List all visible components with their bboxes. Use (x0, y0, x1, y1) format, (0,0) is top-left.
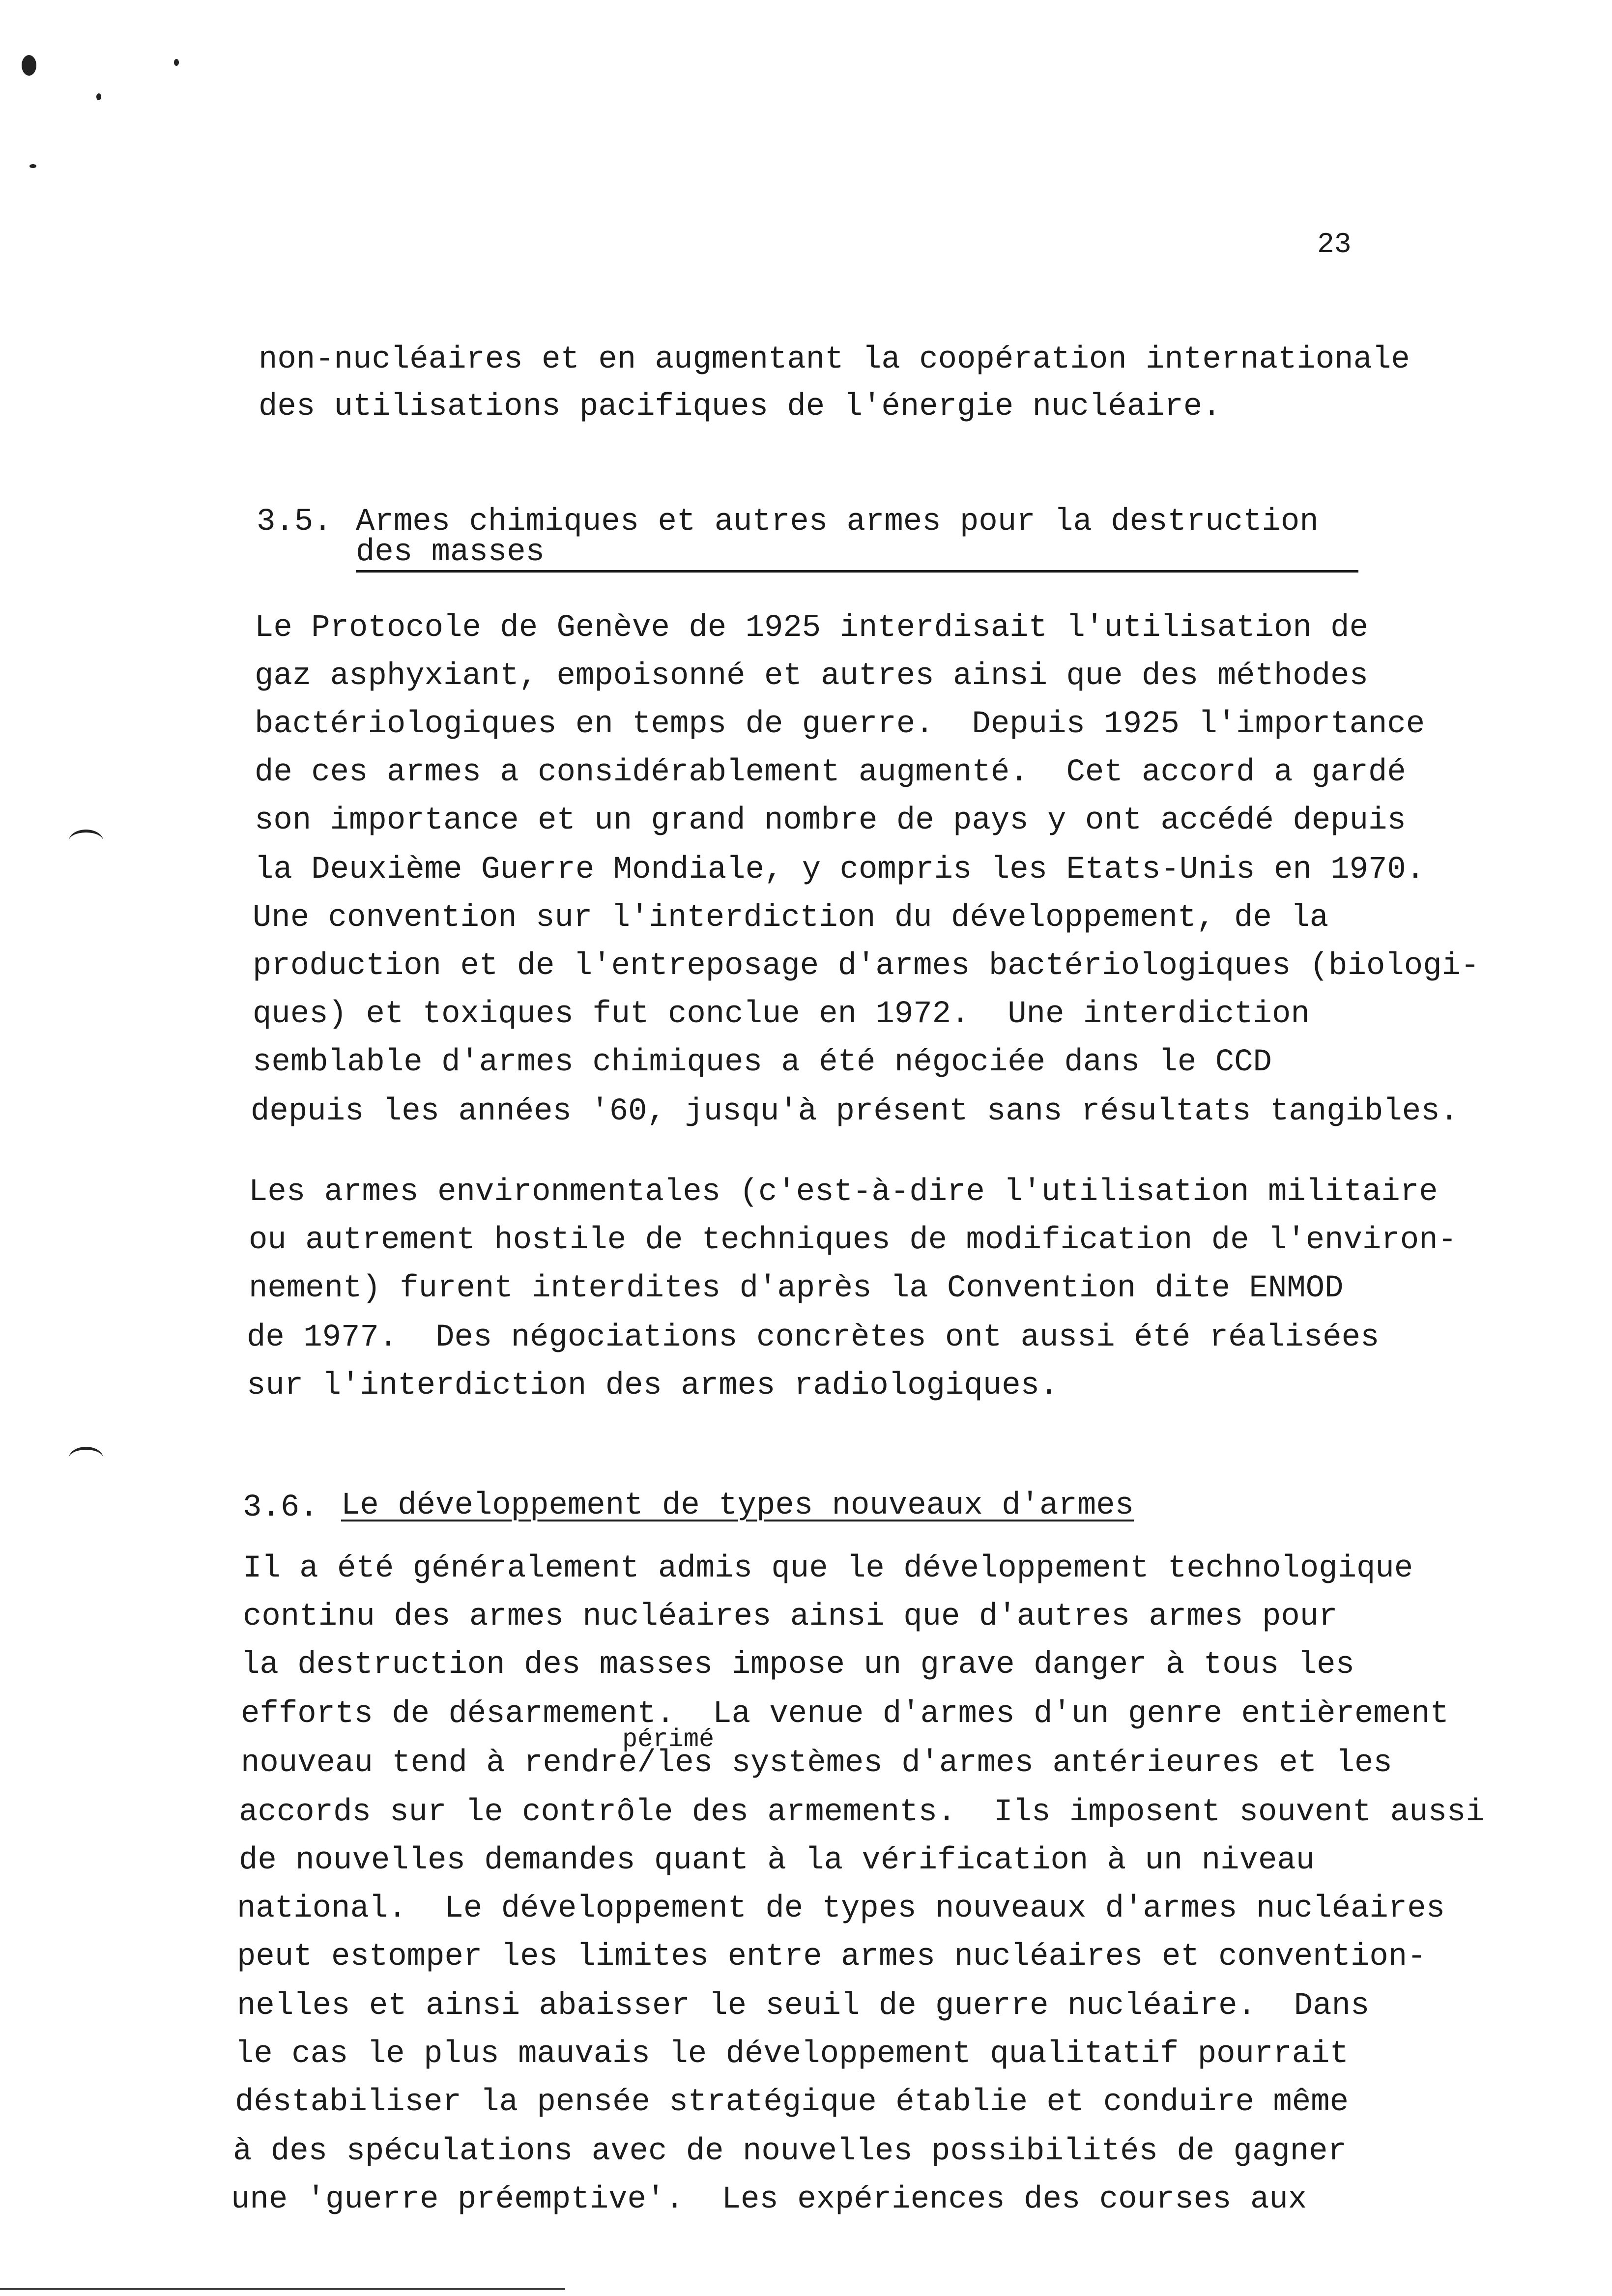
heading-underline (356, 570, 1358, 573)
text-line: Le Protocole de Genève de 1925 interdisait l'utilisation de (255, 610, 1368, 646)
text-line: Il a été généralement admis que le développement technologique (243, 1551, 1413, 1586)
text-line: national. Le développement de types nouveaux d'armes nucléaires (237, 1891, 1445, 1926)
text-line: nelles et ainsi abaisser le seuil de guerre nucléaire. Dans (237, 1988, 1370, 2024)
scan-edge-rule (0, 2288, 565, 2290)
text-line: sur l'interdiction des armes radiologiques. (247, 1368, 1059, 1404)
scan-speck (174, 59, 179, 66)
text-line: de ces armes a considérablement augmenté. Cet accord a gardé (255, 755, 1406, 790)
text-line: à des spéculations avec de nouvelles possibilités de gagner (233, 2134, 1347, 2169)
text-line: ou autrement hostile de techniques de modification de l'environ- (249, 1223, 1457, 1258)
text-line: semblable d'armes chimiques a été négociée dans le CCD (253, 1045, 1272, 1080)
section-number: 3.5. (257, 504, 332, 540)
text-line: le cas le plus mauvais le développement qualitatif pourrait (235, 2037, 1349, 2072)
text-line: une 'guerre préemptive'. Les expériences des courses aux (231, 2182, 1307, 2217)
text-line: efforts de désarmement. La venue d'armes d'un genre entièrement (241, 1696, 1449, 1732)
text-line: gaz asphyxiant, empoisonné et autres ainsi que des méthodes (255, 659, 1368, 694)
text-line: nement) furent interdites d'après la Convention dite ENMOD (249, 1271, 1344, 1306)
text-line: non-nucléaires et en augmentant la coopération internationale (259, 342, 1410, 377)
punch-hole-mark (69, 1447, 103, 1469)
section-title: des masses (356, 535, 545, 570)
scan-speck (22, 55, 36, 76)
text-line: ques) et toxiques fut conclue en 1972. Une interdiction (253, 997, 1310, 1032)
page-number: 23 (1317, 229, 1352, 261)
text-line: nouveau tend à rendre/les systèmes d'armes antérieures et les (241, 1746, 1392, 1781)
text-line: la Deuxième Guerre Mondiale, y compris les Etats-Unis en 1970. (255, 852, 1425, 888)
text-line: la destruction des masses impose un grave danger à tous les (241, 1647, 1354, 1683)
section-title: Armes chimiques et autres armes pour la destruction (356, 504, 1319, 540)
text-line: bactériologiques en temps de guerre. Depuis 1925 l'importance (255, 707, 1425, 742)
text-line: Les armes environmentales (c'est-à-dire l'utilisation militaire (249, 1175, 1438, 1210)
handwritten-insertion: périmé (622, 1725, 715, 1754)
text-line: de 1977. Des négociations concrètes ont aussi été réalisées (247, 1320, 1380, 1355)
text-line: Une convention sur l'interdiction du développement, de la (253, 900, 1329, 936)
text-line: déstabiliser la pensée stratégique établie et conduire même (235, 2085, 1349, 2120)
text-line: de nouvelles demandes quant à la vérification à un niveau (239, 1843, 1315, 1878)
text-line: production et de l'entreposage d'armes bactériologiques (biologi- (253, 948, 1480, 984)
section-number: 3.6. (243, 1490, 318, 1525)
section-title: Le développement de types nouveaux d'armes (341, 1488, 1134, 1523)
text-line: son importance et un grand nombre de pays y ont accédé depuis (255, 803, 1406, 838)
text-line: des utilisations pacifiques de l'énergie nucléaire. (259, 389, 1221, 425)
scan-speck (29, 164, 36, 168)
text-line: accords sur le contrôle des armements. Ils imposent souvent aussi (239, 1795, 1485, 1830)
scan-speck (96, 93, 101, 100)
punch-hole-mark (69, 830, 103, 852)
text-line: continu des armes nucléaires ainsi que d'autres armes pour (243, 1599, 1338, 1635)
text-line: peut estomper les limites entre armes nucléaires et convention- (237, 1939, 1426, 1975)
text-line: depuis les années '60, jusqu'à présent sans résultats tangibles. (251, 1094, 1459, 1129)
